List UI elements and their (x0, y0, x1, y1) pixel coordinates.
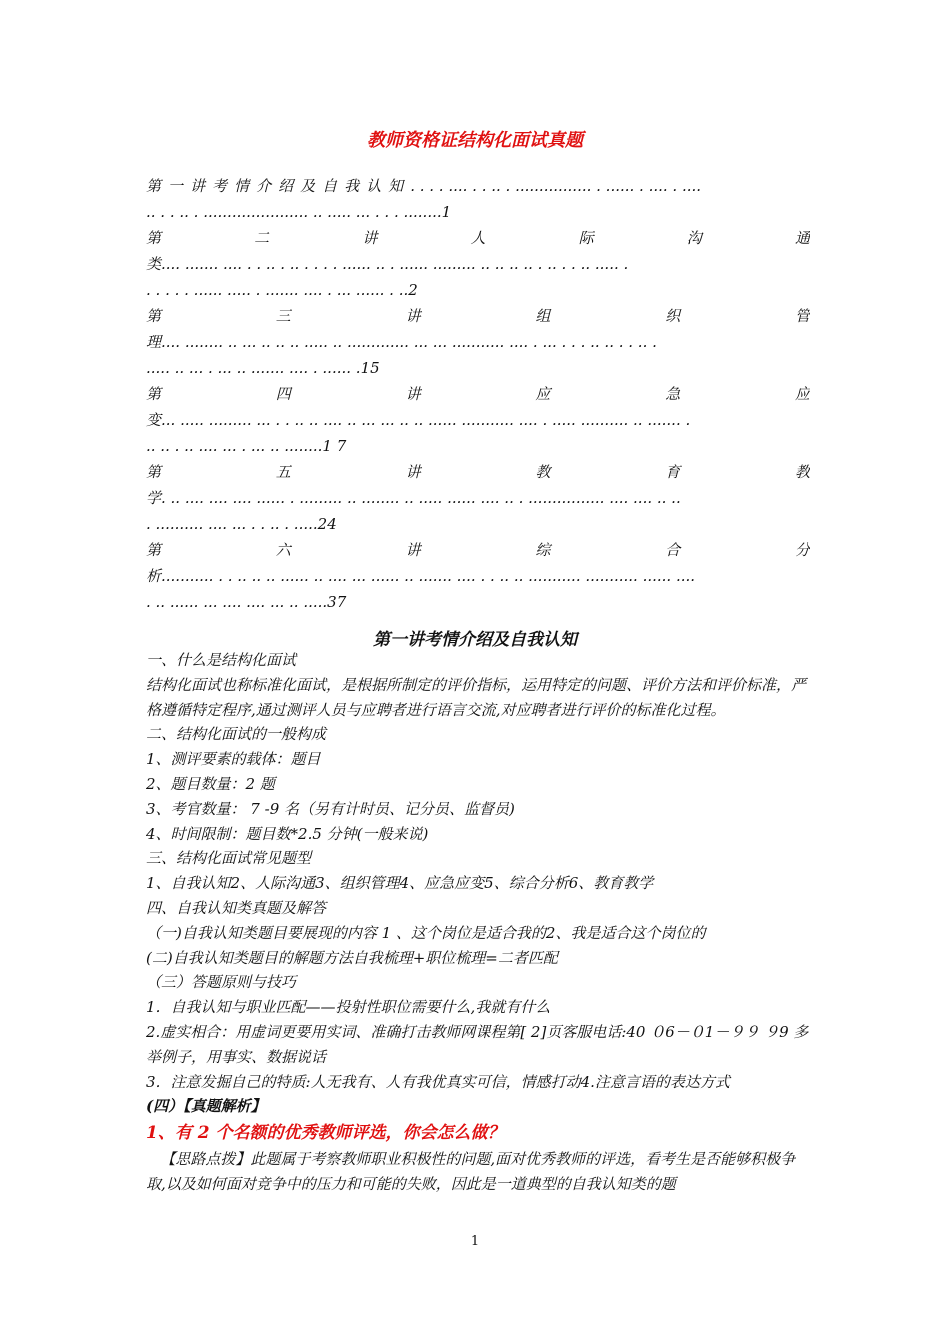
toc-heading-char: 讲 (405, 307, 421, 325)
toc-heading-char: 际 (578, 229, 594, 247)
toc-heading-char: 介 (256, 177, 272, 195)
toc-leader: 类.... ....... .... . . .. . .. . . . . ...... .. . ...... ......... .. .. .. .. . .. . . .. ..... . (146, 255, 629, 273)
paragraph: 1、测评要素的载体：题目 (146, 750, 321, 769)
question-heading: 1、有 2 个名额的优秀教师评选，你会怎么做？ (146, 1123, 505, 1144)
toc-heading-char: 讲 (405, 541, 421, 559)
toc-entry-heading[interactable] (146, 381, 810, 407)
toc-heading-char: 织 (665, 307, 681, 325)
toc-heading-char: 二 (254, 229, 270, 247)
toc-heading-char: 三 (275, 307, 291, 325)
page-number: 1 (470, 1234, 480, 1249)
paragraph: （三）答题原则与技巧 (146, 973, 297, 992)
toc-leader: . . . . .... . . .. . ................ . ...... . .... . .... (410, 177, 702, 195)
toc-heading-char: 讲 (405, 385, 421, 403)
paragraph: 4、时间限制：题目数*2.5 分钟(一般来说) (146, 824, 429, 843)
toc-heading-char: 急 (665, 385, 681, 403)
toc-heading-char: 四 (275, 385, 291, 403)
toc-heading-char: 六 (275, 541, 291, 559)
toc-heading-char: 第 (146, 541, 162, 559)
document-title: 教师资格证结构化面试真题 (367, 130, 583, 151)
paragraph: 一、什么是结构化面试 (146, 651, 297, 669)
body-text (146, 648, 810, 1197)
analysis-heading: (四）【真题解析】 (146, 1097, 266, 1116)
toc-heading-char: 讲 (405, 463, 421, 481)
hint-label: 【思路点拨】 (160, 1150, 251, 1169)
toc-leader-page: .. . . .. . ...................... .. ..... ... . . . ........1 (146, 203, 452, 221)
toc-leader-page: ..... .. ... . ... .. ....... .... . ...... .15 (146, 359, 380, 377)
paragraph: 1、自我认知2、人际沟通3、组织管理4、应急应变5、综合分析6、教育教学 (146, 874, 654, 893)
paragraph: 2.虚实相合：用虚词更要用实词、准确打击教师网课程第[ 2]页客服电话:40 ０6－０1－９９ ９9 多举例子，用事实、数据说话 (146, 1022, 809, 1066)
toc-heading-char: 沟 (686, 229, 702, 247)
toc-heading-char: 及 (300, 177, 316, 195)
paragraph: 3、考官数量： 7 -9 名（另有计时员、记分员、监督员) (146, 799, 515, 818)
toc-heading-char: 自 (322, 177, 338, 195)
toc-entry-heading[interactable] (146, 173, 810, 199)
toc-heading-char: 第 (146, 177, 162, 195)
toc-entry-heading[interactable] (146, 537, 810, 563)
paragraph: 结构化面试也称标准化面试，是根据所制定的评价指标，运用特定的问题、评价方法和评价标准，严格遵循特定程序,通过测评人员与应聘者进行语言交流,对应聘者进行评价的标准化过程。 (146, 675, 807, 719)
toc-heading-char: 第 (146, 307, 162, 325)
toc-entry-heading[interactable] (146, 303, 810, 329)
toc-leader: 学. .. .... .... .... ...... . ......... .. ........ .. ..... ...... .... .. . ................ .... .... .. .. (146, 489, 681, 507)
toc-heading-char: 情 (234, 177, 250, 195)
toc-leader: 析........... . . .. .. .. ...... .. .... ... ...... .. ....... .... . . .. .. ........... ........... ...... .... (146, 567, 696, 585)
toc-heading-char: 绍 (278, 177, 294, 195)
toc-leader: 变... ..... ......... ... . . .. .. .... .. ... ... .. .. ...... ........... .... . ..... .......... .. ....... . (146, 411, 691, 429)
toc-heading-char: 育 (665, 463, 681, 481)
toc-heading-char: 教 (794, 463, 810, 481)
toc-heading-char: 管 (794, 307, 810, 325)
toc-leader-page: . . . . . ...... ..... . ....... .... . ... ...... . ..2 (146, 281, 418, 299)
toc-heading-char: 第 (146, 385, 162, 403)
paragraph: 二、结构化面试的一般构成 (146, 725, 327, 744)
toc-heading-char: 五 (275, 463, 291, 481)
toc-leader: 理.... ........ .. ... .. .. .. ..... .. ............. ... ... ........... .... . ... . . . .. .. . . .. . (146, 333, 657, 351)
table-of-contents (146, 173, 810, 615)
toc-leader-page: . .. ...... ... .... .... ... .. .....37 (146, 593, 347, 611)
hint-text: 此题属于考察教师职业积极性的问题,面对优秀教师的评选，看考生是否能够积极争取,以及如何面对竞争中的压力和可能的失败，因此是一道典型的自我认知类的题 (146, 1150, 796, 1193)
section-title: 第一讲考情介绍及自我认知 (373, 630, 577, 650)
toc-heading-char: 我 (344, 177, 360, 195)
toc-heading-char: 讲 (362, 229, 378, 247)
toc-heading-char: 认 (366, 177, 382, 195)
paragraph: 3．注意发掘自己的特质:人无我有、人有我优真实可信，情感打动4.注意言语的表达方式 (146, 1072, 730, 1091)
paragraph: 2、题目数量：2 题 (146, 774, 275, 793)
toc-heading-char: 应 (535, 385, 551, 403)
toc-leader-page: .. .. . .. .... ... . ... .. ........1 7 (146, 437, 347, 455)
toc-heading-char: 综 (535, 541, 551, 559)
toc-heading-char: 讲 (190, 177, 206, 195)
paragraph: （一)自我认知类题目要展现的内容 1 、这个岗位是适合我的2、我是适合这个岗位的 (146, 923, 706, 942)
paragraph: 四、自我认知类真题及解答 (146, 898, 327, 917)
toc-entry-heading[interactable] (146, 225, 810, 251)
toc-heading-char: 合 (665, 541, 681, 559)
toc-heading-char: 人 (470, 229, 486, 247)
toc-heading-char: 分 (794, 541, 810, 559)
toc-heading-char: 通 (794, 229, 810, 247)
toc-heading-char: 第 (146, 229, 162, 247)
toc-heading-char: 考 (212, 177, 228, 195)
toc-heading-char: 教 (535, 463, 551, 481)
toc-heading-char: 组 (535, 307, 551, 325)
toc-heading-char: 第 (146, 463, 162, 481)
toc-leader-page: . .......... .... ... . . .. . .....24 (146, 515, 337, 533)
paragraph: 1．自我认知与职业匹配——投射性职位需要什么,我就有什么 (146, 998, 551, 1017)
toc-heading-char: 一 (168, 177, 184, 195)
toc-entry-heading[interactable] (146, 459, 810, 485)
toc-heading-char: 应 (794, 385, 810, 403)
paragraph: 三、结构化面试常见题型 (146, 849, 312, 868)
hint-paragraph (146, 1147, 810, 1197)
paragraph: (二)自我认知类题目的解题方法自我梳理+职位梳理=二者匹配 (146, 948, 558, 967)
toc-heading-char: 知 (388, 177, 404, 195)
